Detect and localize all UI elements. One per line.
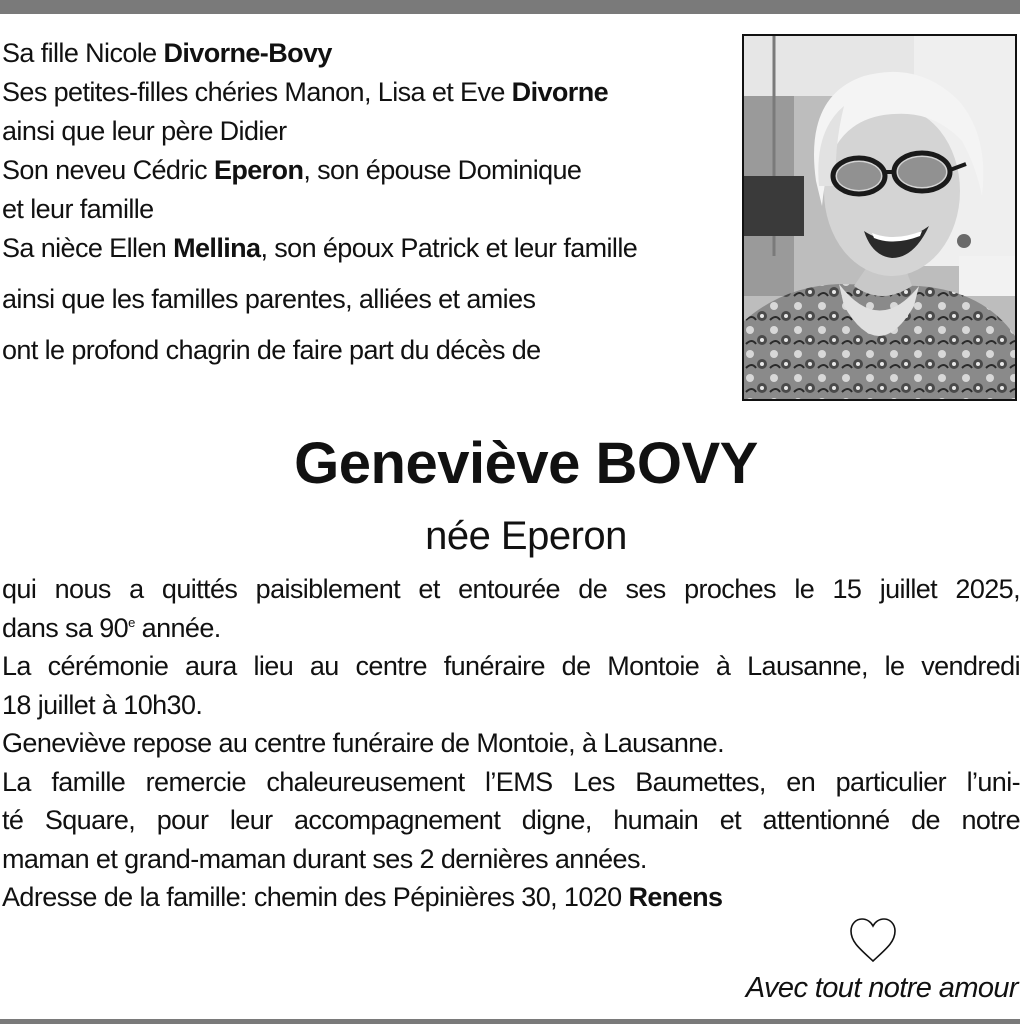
body-text: dans sa 90	[2, 612, 129, 643]
family-line	[2, 34, 722, 73]
portrait-photo	[742, 34, 1017, 401]
maiden-name: née Eperon	[425, 514, 627, 558]
family-surname: Eperon	[213, 155, 304, 185]
family-surname: Divorne-Bovy	[163, 38, 332, 68]
body-text: Adresse de la famille: chemin des Pépinières 30, 1020	[2, 882, 629, 912]
heart-outline-icon	[848, 915, 898, 965]
family-text: Ses petites-filles chéries Manon, Lisa et Eve	[2, 77, 512, 107]
family-text: , son époux Patrick et leur famille	[260, 233, 638, 263]
body-line: té Square, pour leur accompagnement digne, humain et attentionné de notre	[2, 805, 1020, 835]
family-text: , son épouse Dominique	[303, 155, 582, 185]
family-line: et leur famille	[2, 194, 154, 224]
announcement-body	[2, 570, 1020, 917]
signoff: Avec tout notre amour	[745, 972, 1018, 1004]
top-rule	[0, 0, 1020, 14]
family-line: ainsi que les familles parentes, alliées et amies	[2, 284, 536, 314]
body-line	[2, 878, 1020, 917]
family-surname: Divorne	[511, 77, 608, 107]
family-line	[2, 73, 722, 112]
body-line: La famille remercie chaleureusement l’EMS Les Baumettes, en particulier l’uni-	[2, 766, 1020, 797]
body-line: qui nous a quittés paisiblement et entourée de ses proches le 15 juillet 2025,	[2, 574, 1020, 604]
family-surname: Mellina	[173, 233, 261, 263]
body-line: 18 juillet à 10h30.	[2, 689, 203, 720]
family-line: ont le profond chagrin de faire part du décès de	[2, 335, 541, 365]
deceased-name: Geneviève BOVY	[294, 431, 758, 496]
body-line: maman et grand-maman durant ses 2 dernières années.	[2, 843, 647, 874]
body-line: Geneviève repose au centre funéraire de Montoie, à Lausanne.	[2, 728, 725, 758]
family-line: ainsi que leur père Didier	[2, 116, 287, 146]
body-text: année.	[134, 612, 221, 643]
family-text: Sa fille Nicole	[2, 38, 164, 68]
family-list	[2, 34, 722, 370]
body-line	[2, 609, 1020, 648]
family-text: Sa nièce Ellen	[2, 233, 174, 263]
family-line	[2, 151, 722, 190]
portrait-illustration	[744, 36, 1015, 399]
address-city: Renens	[628, 882, 723, 912]
body-line: La cérémonie aura lieu au centre funéraire de Montoie à Lausanne, le vendredi	[2, 651, 1020, 681]
bottom-rule	[0, 1019, 1020, 1024]
family-line	[2, 229, 722, 268]
ordinal-suffix: e	[128, 614, 135, 630]
family-text: Son neveu Cédric	[2, 155, 214, 185]
